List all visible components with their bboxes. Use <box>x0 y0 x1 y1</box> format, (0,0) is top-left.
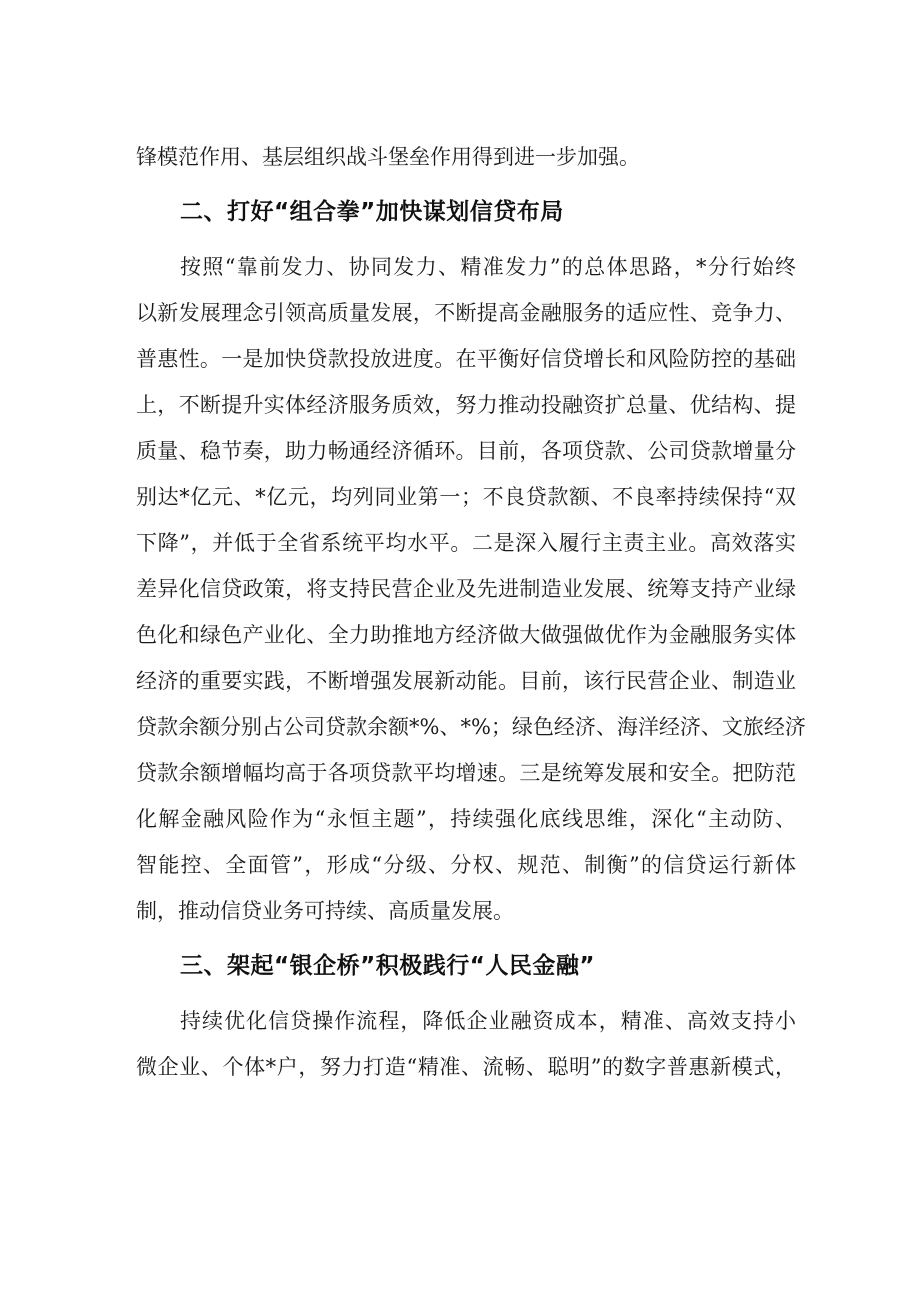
section-2-line: 质量、稳节奏，助力畅通经济循环。目前，各项贷款、公司贷款增量分 <box>136 439 796 463</box>
section-2-line: 别达*亿元、*亿元，均列同业第一；不良贷款额、不良率持续保持“双 <box>136 485 796 509</box>
section-2-line: 色化和绿色产业化、全力助推地方经济做大做强做优作为金融服务实体 <box>136 623 796 647</box>
section-2-line: 贷款余额增幅均高于各项贷款平均增速。三是统筹发展和安全。把防范 <box>136 761 796 785</box>
intro-tail-line: 锋模范作用、基层组织战斗堡垒作用得到进一步加强。 <box>136 145 640 169</box>
section-2-heading: 二、打好“组合拳”加快谋划信贷布局 <box>180 199 564 225</box>
section-2-line: 以新发展理念引领高质量发展，不断提高金融服务的适应性、竞争力、 <box>136 301 796 325</box>
section-2-line: 化解金融风险作为“永恒主题”，持续强化底线思维，深化“主动防、 <box>136 807 796 831</box>
section-2-line: 智能控、全面管”，形成“分级、分权、规范、制衡”的信贷运行新体 <box>136 853 796 877</box>
section-2-line: 上，不断提升实体经济服务质效，努力推动投融资扩总量、优结构、提 <box>136 393 796 417</box>
section-2-line: 经济的重要实践，不断增强发展新动能。目前，该行民营企业、制造业 <box>136 669 796 693</box>
section-3-heading: 三、架起“银企桥”积极践行“人民金融” <box>180 953 595 979</box>
section-3-line: 微企业、个体*户，努力打造“精准、流畅、聪明”的数字普惠新模式， <box>136 1055 796 1079</box>
section-2-line: 制，推动信贷业务可持续、高质量发展。 <box>136 899 514 923</box>
section-2-line: 差异化信贷政策，将支持民营企业及先进制造业发展、统筹支持产业绿 <box>136 577 796 601</box>
section-3-line: 持续优化信贷操作流程，降低企业融资成本，精准、高效支持小 <box>180 1009 796 1033</box>
section-2-line: 下降”，并低于全省系统平均水平。二是深入履行主责主业。高效落实 <box>136 531 796 555</box>
section-2-line: 按照“靠前发力、协同发力、精准发力”的总体思路，*分行始终 <box>180 255 796 279</box>
section-2-line: 贷款余额分别占公司贷款余额*%、*%；绿色经济、海洋经济、文旅经济 <box>136 715 806 739</box>
section-2-line: 普惠性。一是加快贷款投放进度。在平衡好信贷增长和风险防控的基础 <box>136 347 796 371</box>
